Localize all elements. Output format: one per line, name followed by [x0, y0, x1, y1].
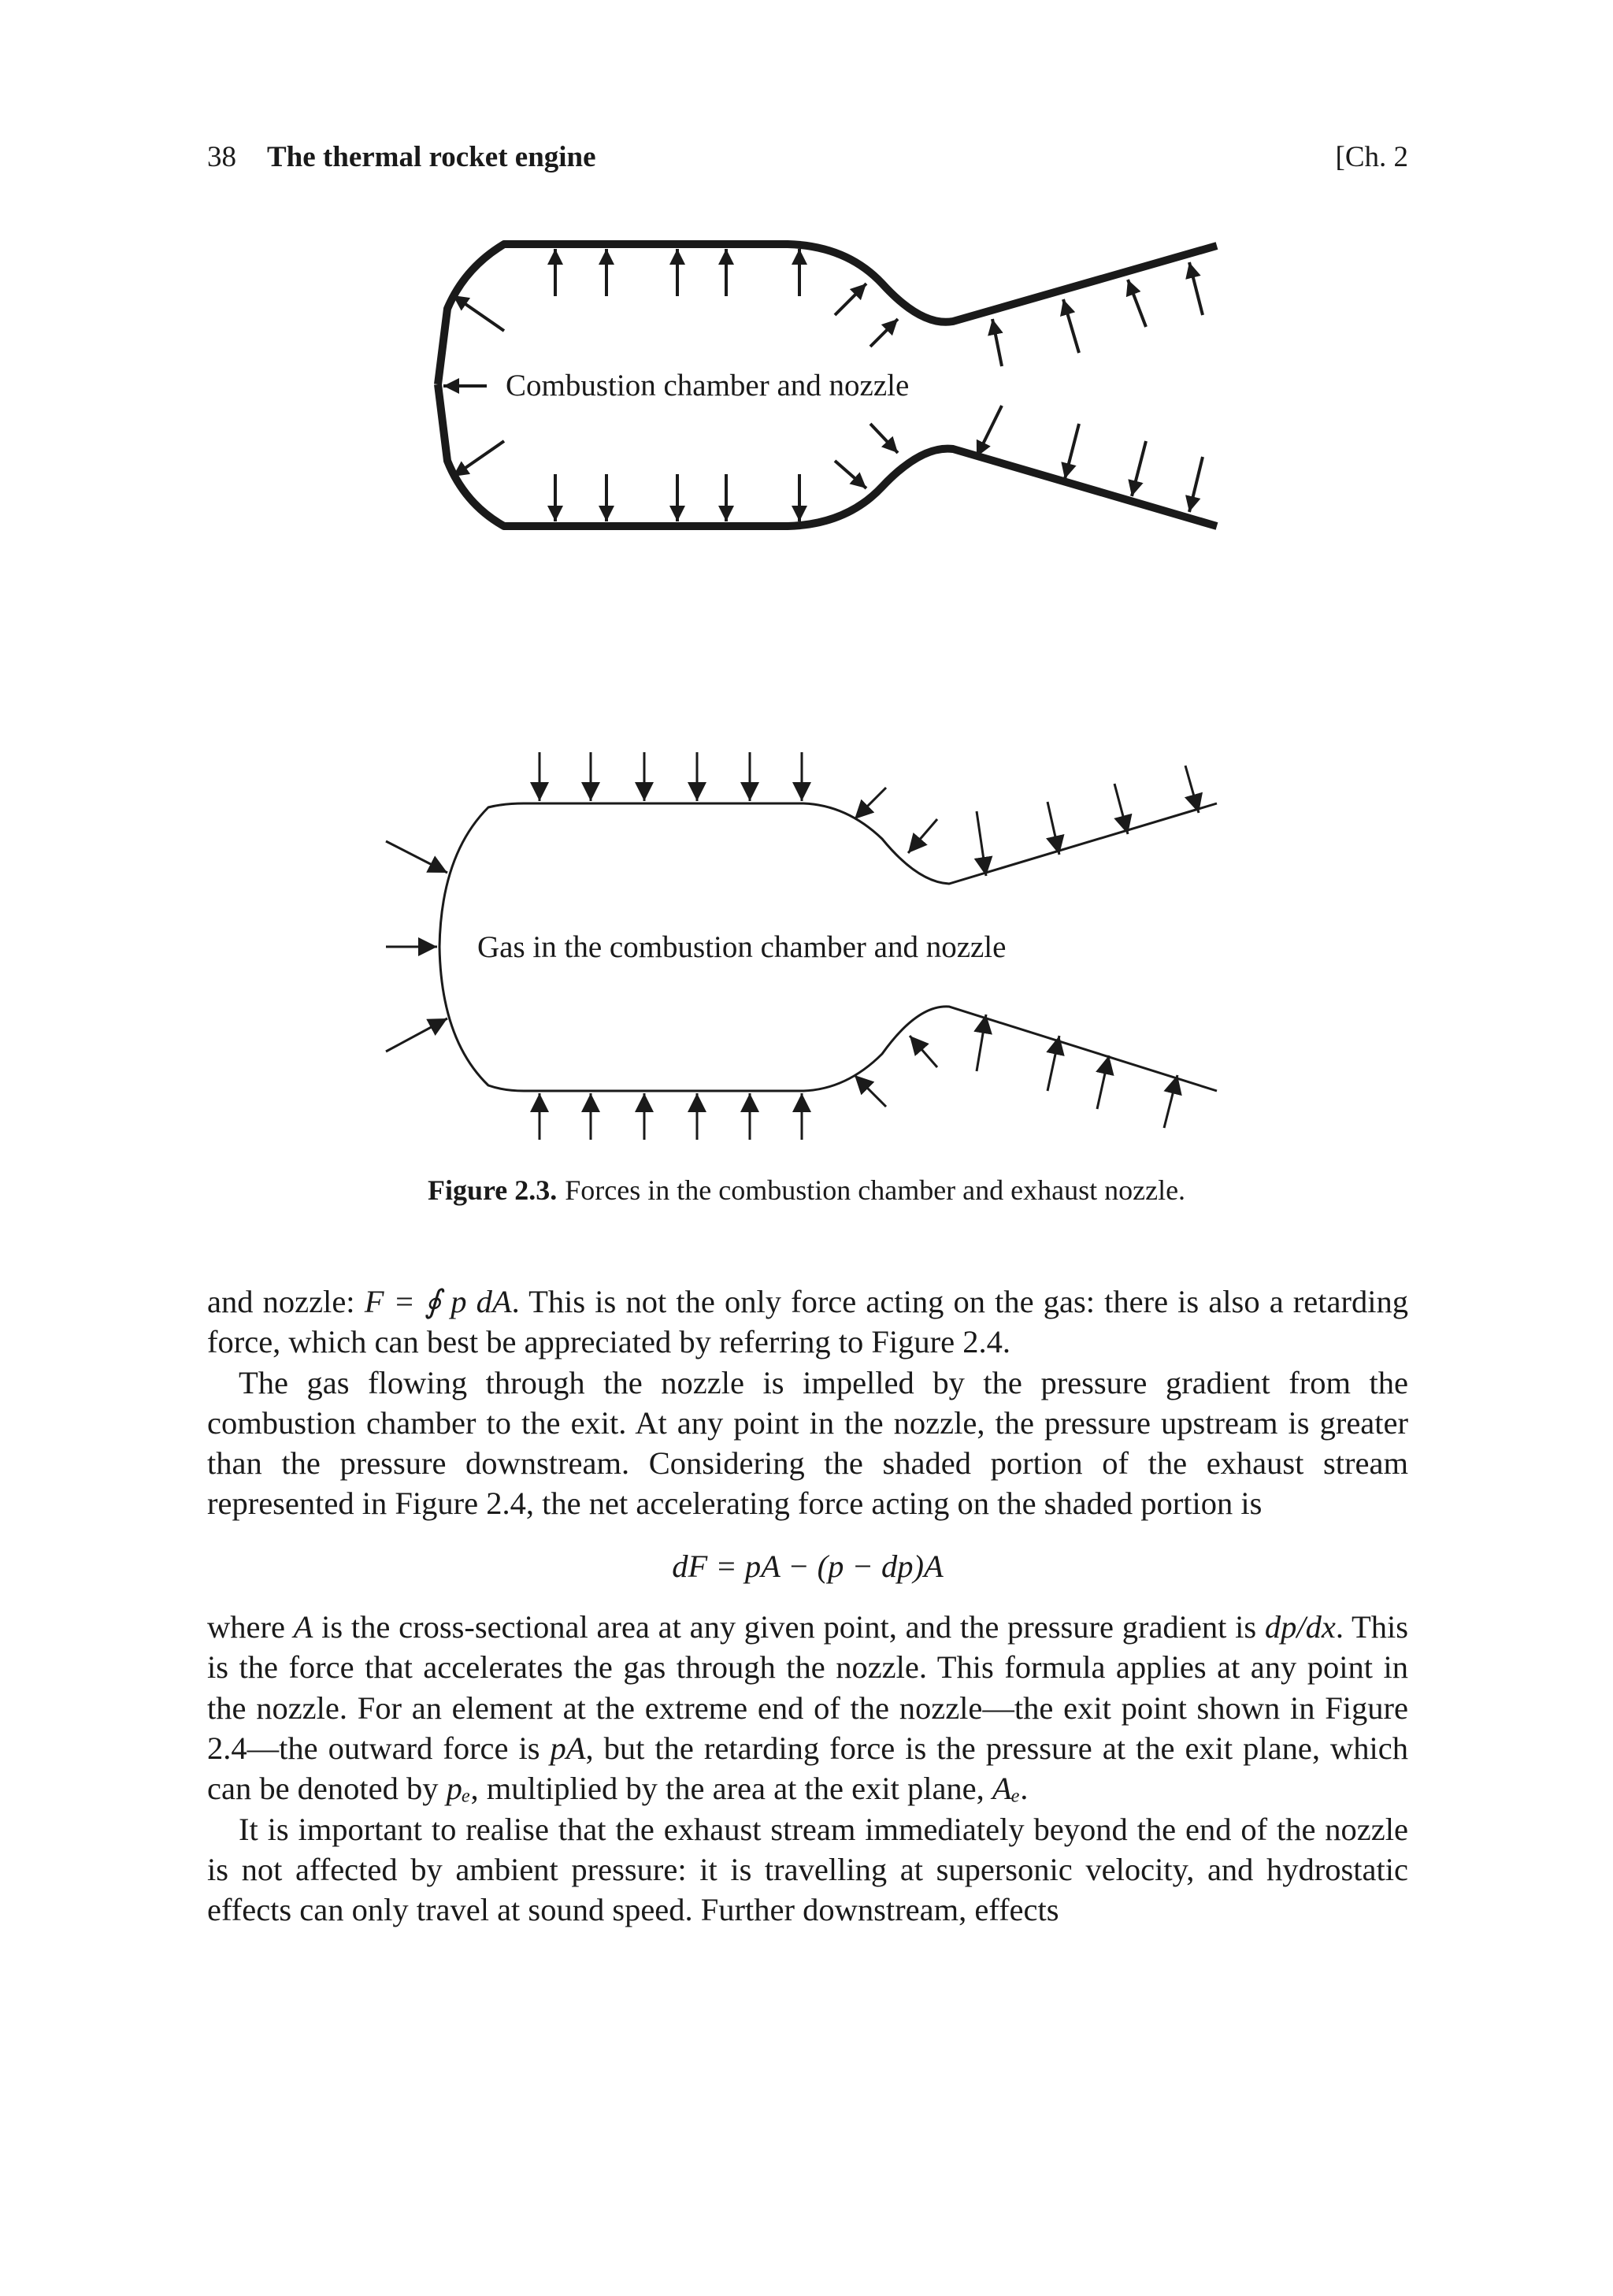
top-diagram-label: Combustion chamber and nozzle [506, 369, 910, 402]
chamber-wall-diagram [438, 244, 1217, 526]
running-title: The thermal rocket engine [267, 141, 596, 173]
body-text [207, 1282, 1408, 1930]
paragraph-3: where A is the cross-sectional area at any given point, and the pressure gradient is dp/dx. This is the force that accelerates the gas through the nozzle. This formula applies at any point in the nozzle. For an element at the extreme end of the nozzle—the exit point shown in Figure 2.4—the outward force is pA, but the retarding force is the pressure at the exit plane, which can be denoted by pₑ, multiplied by the area at the exit plane, Aₑ. [207, 1609, 1408, 1807]
thrust-integral: F = ∮ p dA [364, 1284, 512, 1319]
chapter-label: [Ch. 2 [1335, 141, 1408, 173]
bottom-diagram-label: Gas in the combustion chamber and nozzle [477, 930, 1007, 964]
paragraph-2: The gas flowing through the nozzle is impelled by the pressure gradient from the combustion chamber to the exit. At any point in the nozzle, the pressure upstream is greater than the pressure downstream. Considering the shaded portion of the exhaust stream represented in Figure 2.4, the net accelerating force acting on the shaded portion is [207, 1364, 1408, 1522]
lower-gas-boundary [439, 947, 1217, 1091]
upper-gas-boundary [439, 803, 1217, 947]
caption-text: Forces in the combustion chamber and exhaust nozzle. [565, 1174, 1186, 1206]
gas-force-diagram [386, 752, 1217, 1140]
force-equation: dF = pA − (p − dp)A [672, 1548, 944, 1584]
paragraph-4: It is important to realise that the exhaust stream immediately beyond the end of the nozzle is not affected by ambient pressure: it is travelling at supersonic velocity, and hydrostatic effects can only travel at sound speed. Further downstream, effects [207, 1811, 1408, 1928]
figure-caption [0, 1174, 1613, 1207]
caption-number: Figure 2.3. [427, 1174, 558, 1206]
page-number: 38 [207, 141, 236, 173]
paragraph-1: and nozzle: F = ∮ p dA. This is not the only force acting on the gas: there is also a retarding force, which can best be appreciated by referring to Figure 2.4. [207, 1284, 1408, 1360]
